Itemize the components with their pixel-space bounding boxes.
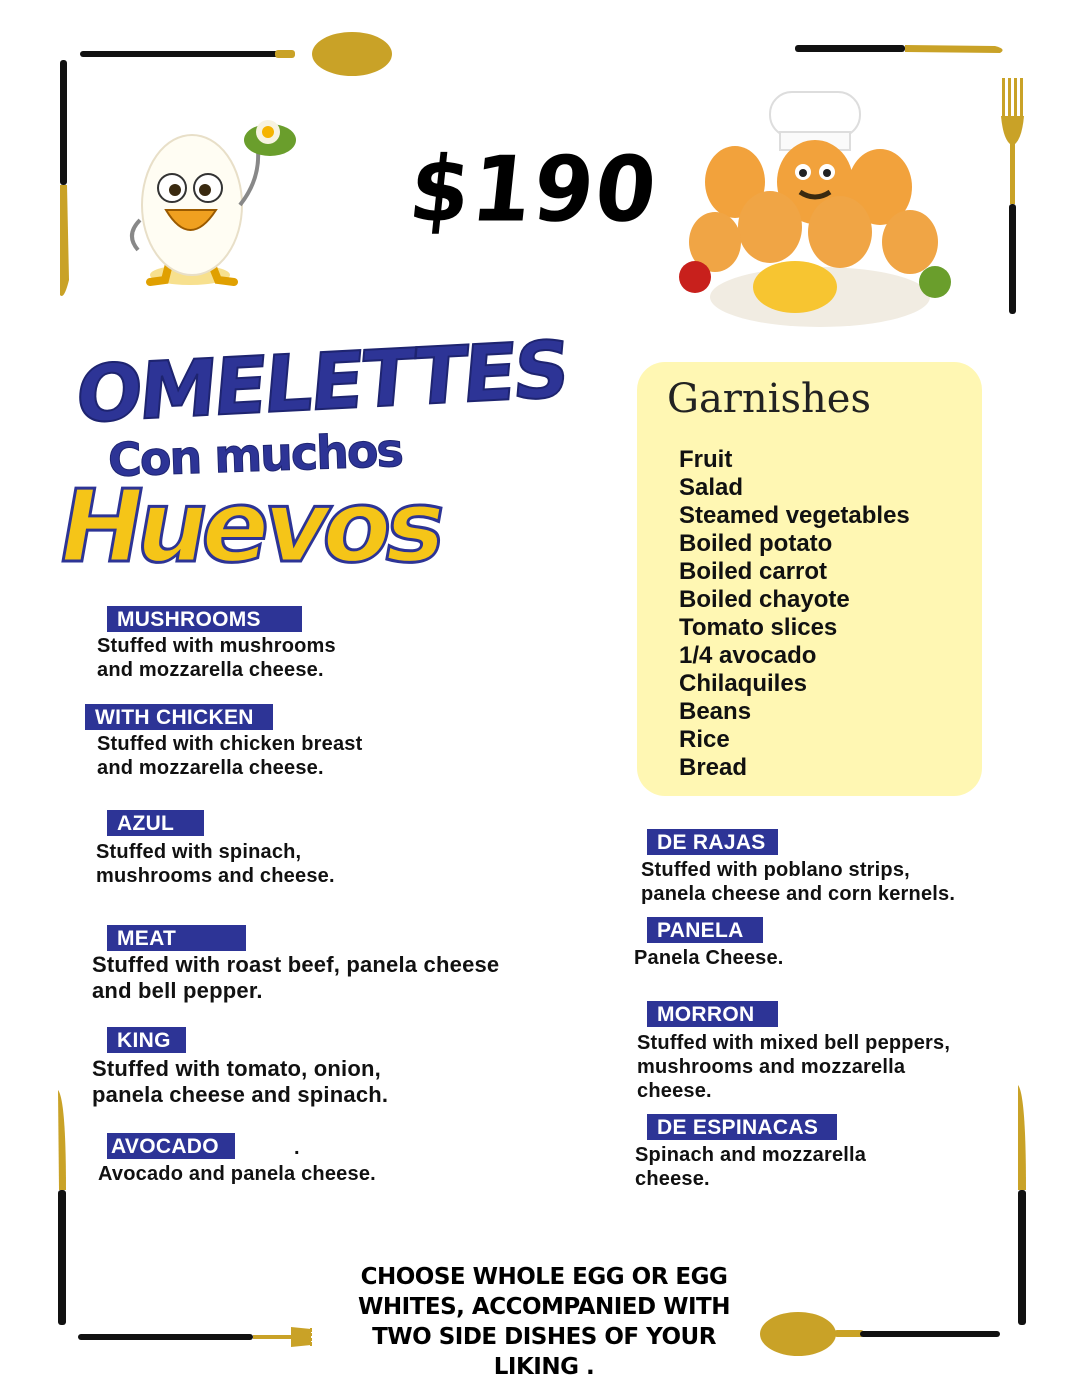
garnishes-list [679, 446, 910, 782]
fork-icon [78, 1325, 318, 1355]
egg-family-chef-illustration [675, 92, 960, 332]
egg-mascot-illustration [130, 110, 310, 290]
knife-icon [52, 1090, 72, 1330]
item-name-avocado: AVOCADO [107, 1133, 235, 1159]
item-desc-panela: Panela Cheese. [634, 947, 784, 969]
item-name-morron: MORRON [647, 1001, 778, 1027]
item-desc-mushrooms: Stuffed with mushrooms and mozzarella cheese. [97, 635, 336, 681]
item-desc-avocado: Avocado and panela cheese. [98, 1163, 376, 1185]
garnish-item: Tomato slices [679, 614, 838, 641]
menu-title-subtitle: Con muchos [107, 422, 403, 488]
knife-icon [795, 40, 1010, 60]
footer-instructions: CHOOSE WHOLE EGG OR EGG WHITES, ACCOMPANIED WITH TWO SIDE DISHES OF YOUR LIKING . [358, 1264, 730, 1380]
garnish-item: Salad [679, 474, 744, 501]
item-name-mushrooms: MUSHROOMS [107, 606, 302, 632]
item-desc-morron: Stuffed with mixed bell peppers, mushrooms and mozzarella cheese. [637, 1032, 951, 1102]
item-name-meat: MEAT [107, 925, 246, 951]
garnish-item: Beans [679, 698, 752, 725]
avocado-dot: . [294, 1137, 300, 1159]
garnish-item: 1/4 avocado [679, 642, 817, 669]
menu-title-huevos: Huevos [49, 468, 451, 585]
price-label: $190 [404, 137, 663, 243]
item-desc-king: Stuffed with tomato, onion, panela cheese and spinach. [92, 1056, 389, 1107]
garnish-item: Bread [679, 754, 748, 781]
spoon-icon [80, 30, 330, 80]
garnish-item: Chilaquiles [679, 670, 808, 697]
garnish-item: Rice [679, 726, 730, 753]
garnish-item: Boiled carrot [679, 558, 828, 585]
item-desc-de-rajas: Stuffed with poblano strips, panela cheese and corn kernels. [641, 859, 956, 905]
item-name-with-chicken: WITH CHICKEN [85, 704, 273, 730]
garnish-item: Steamed vegetables [679, 502, 910, 529]
knife-icon [1010, 1085, 1030, 1330]
item-desc-with-chicken: Stuffed with chicken breast and mozzarella cheese. [97, 733, 363, 779]
item-desc-meat: Stuffed with roast beef, panela cheese and bell pepper. [92, 952, 500, 1003]
knife-icon [55, 60, 75, 305]
spoon-icon [760, 1310, 1005, 1360]
item-name-azul: AZUL [107, 810, 204, 836]
garnish-item: Boiled potato [679, 530, 833, 557]
menu-title-omelettes: OMELETTES [72, 324, 571, 442]
fork-icon [998, 78, 1030, 318]
item-desc-de-espinacas: Spinach and mozzarella cheese. [635, 1144, 867, 1190]
item-desc-azul: Stuffed with spinach, mushrooms and cheese. [96, 841, 335, 887]
garnish-item: Boiled chayote [679, 586, 850, 613]
garnish-item: Fruit [679, 446, 733, 473]
item-name-de-espinacas: DE ESPINACAS [647, 1114, 837, 1140]
garnishes-title: Garnishes [667, 376, 871, 422]
item-name-de-rajas: DE RAJAS [647, 829, 778, 855]
item-name-panela: PANELA [647, 917, 763, 943]
item-name-king: KING [107, 1027, 186, 1053]
